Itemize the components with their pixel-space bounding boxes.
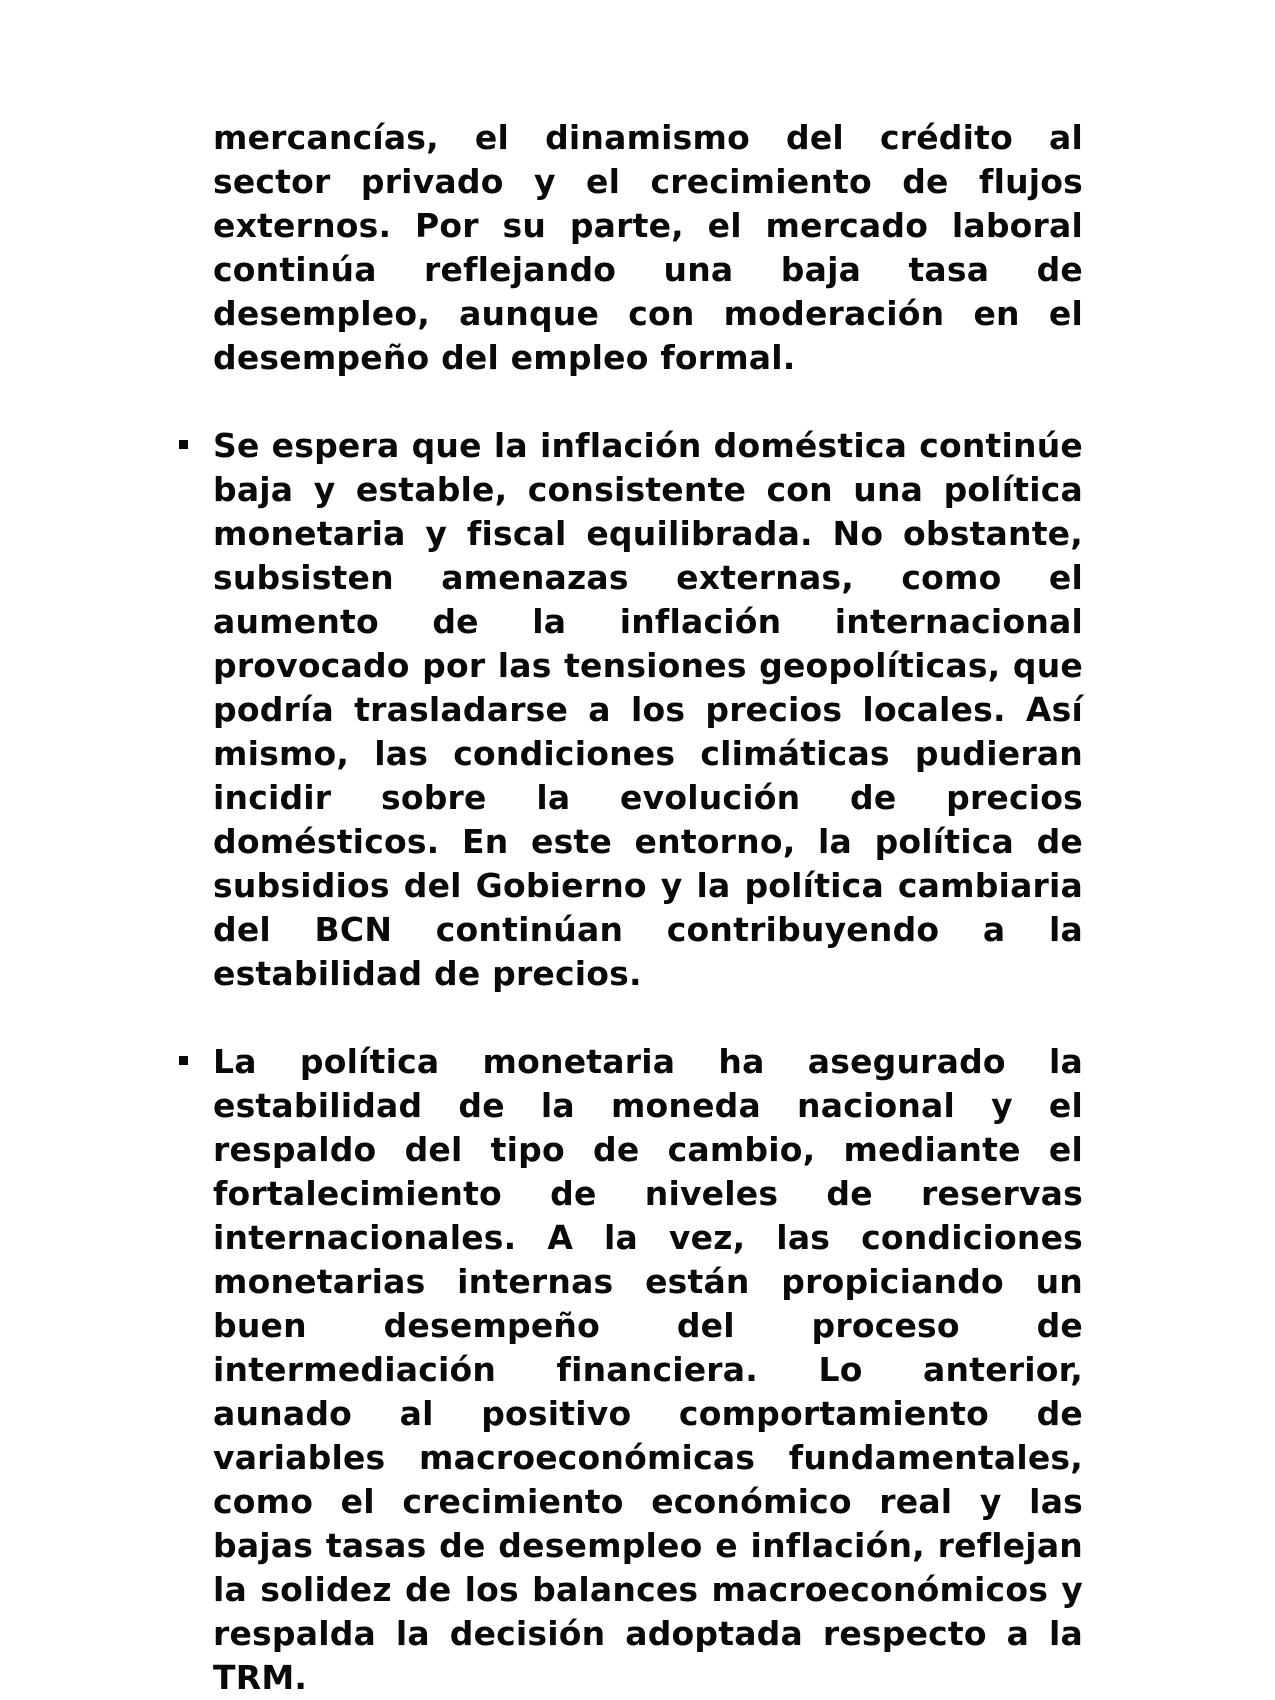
document-body [213,116,1083,1700]
bullet-item-monetary-policy [213,1040,1083,1700]
square-bullet-icon [179,1056,188,1065]
paragraph-text: mercancías, el dinamismo del crédito al sector privado y el crecimiento de flujos externos. Por su parte, el mercado laboral continúa reflejando una baja tasa de desempleo, aunque con moderación en el desempeño del empleo formal. [213,118,1083,377]
paragraph-text: Se espera que la inflación doméstica continúe baja y estable, consistente con una política monetaria y fiscal equilibrada. No obstante, subsisten amenazas externas, como el aumento de la inflación internacional provocado por las tensiones geopolíticas, que podría trasladarse a los precios locales. Así mismo, las condiciones climáticas pudieran incidir sobre la evolución de precios domésticos. En este entorno, la política de subsidios del Gobierno y la política cambiaria del BCN continúan contribuyendo a la estabilidad de precios. [213,426,1083,993]
square-bullet-icon [179,440,188,449]
paragraph-continuation [213,116,1083,380]
bullet-item-inflation [213,424,1083,996]
paragraph-text: La política monetaria ha asegurado la estabilidad de la moneda nacional y el respaldo del tipo de cambio, mediante el fortalecimiento de niveles de reservas internacionales. A la vez, las condiciones monetarias internas están propiciando un buen desempeño del proceso de intermediación financiera. Lo anterior, aunado al positivo comportamiento de variables macroeconómicas fundamentales, como el crecimiento económico real y las bajas tasas de desempleo e inflación, reflejan la solidez de los balances macroeconómicos y respalda la decisión adoptada respecto a la TRM. [213,1042,1083,1697]
